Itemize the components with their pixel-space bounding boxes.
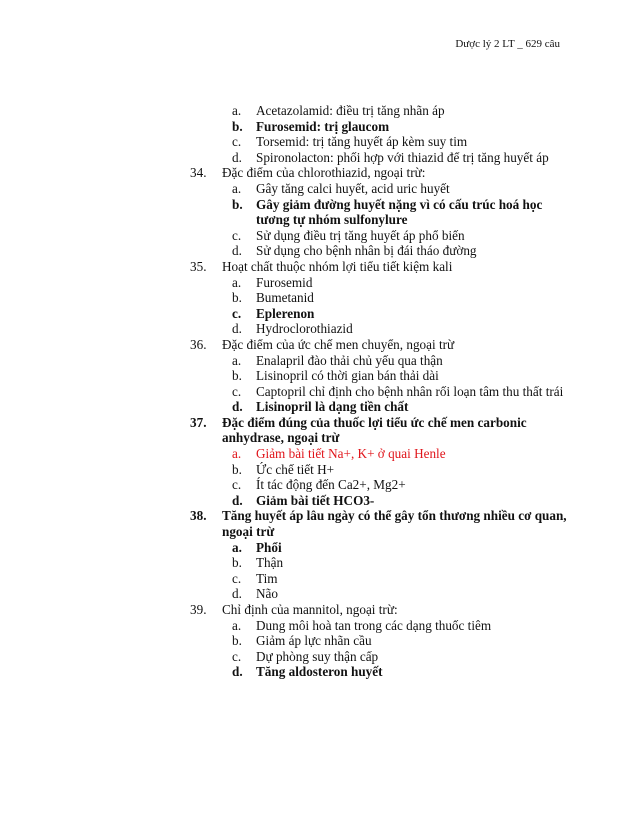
option-letter: d. — [232, 492, 243, 508]
question-block — [190, 337, 570, 415]
question-stem — [190, 508, 570, 539]
option-text: Spironolacton: phối hợp với thiazid để trị tăng huyết áp — [256, 149, 549, 165]
answer-option — [190, 633, 570, 649]
question-text: Đặc điểm của ức chế men chuyển, ngoại trừ — [222, 336, 455, 352]
question-stem — [190, 165, 570, 181]
answer-option — [190, 540, 570, 556]
option-text: Furosemid: trị glaucom — [256, 118, 390, 134]
question-text: Tăng huyết áp lâu ngày có thể gây tổn thương nhiều cơ quan, ngoại trừ — [222, 508, 567, 540]
answer-option — [190, 555, 570, 571]
answer-option — [190, 353, 570, 369]
option-letter: d. — [232, 243, 242, 259]
option-text: Acetazolamid: điều trị tăng nhãn áp — [256, 103, 445, 118]
answer-option — [190, 649, 570, 665]
option-text: Giảm bài tiết HCO3- — [256, 492, 375, 508]
option-letter: c. — [232, 570, 242, 586]
answer-option — [190, 134, 570, 150]
option-letter: a. — [232, 274, 242, 290]
option-letter: b. — [232, 633, 242, 649]
previous-question-options — [190, 103, 570, 165]
answer-option — [190, 571, 570, 587]
option-letter: c. — [232, 227, 242, 243]
option-letter: b. — [232, 118, 243, 134]
answer-option — [190, 197, 570, 228]
option-letter: d. — [232, 149, 242, 165]
answer-option — [190, 384, 570, 400]
option-text: Ít tác động đến Ca2+, Mg2+ — [256, 477, 406, 493]
question-stem — [190, 415, 570, 446]
option-letter: c. — [232, 134, 242, 150]
question-number: 36. — [190, 336, 207, 352]
question-stem — [190, 259, 570, 275]
option-text: Hydroclorothiazid — [256, 321, 353, 337]
answer-option — [190, 103, 570, 119]
option-text: Enalapril đào thải chủ yếu qua thận — [256, 352, 443, 368]
option-text: Captopril chỉ định cho bệnh nhân rối loạn tâm thu thất trái — [256, 383, 564, 399]
option-text: Dự phòng suy thận cấp — [256, 648, 379, 664]
option-letter: c. — [232, 648, 242, 664]
answer-option — [190, 446, 570, 462]
answer-option — [190, 181, 570, 197]
option-letter: a. — [232, 352, 242, 368]
question-block — [190, 165, 570, 259]
option-text: Tim — [256, 570, 278, 586]
option-text: Thận — [256, 555, 284, 571]
option-letter: d. — [232, 586, 242, 602]
question-text: Đặc điểm đúng của thuốc lợi tiểu ức chế men carbonic anhydrase, ngoại trừ — [222, 414, 527, 446]
option-text: Gây tăng calci huyết, acid uric huyết — [256, 180, 450, 196]
page-header: Dược lý 2 LT _ 629 câu — [455, 38, 560, 50]
option-text: Giảm áp lực nhãn cầu — [256, 633, 372, 649]
answer-option — [190, 462, 570, 478]
option-letter: c. — [232, 305, 242, 321]
question-number: 38. — [190, 508, 207, 524]
option-text: Torsemid: trị tăng huyết áp kèm suy tim — [256, 134, 468, 150]
option-text: Ức chế tiết H+ — [256, 461, 335, 477]
answer-option — [190, 306, 570, 322]
option-letter: b. — [232, 196, 243, 212]
option-letter: d. — [232, 321, 242, 337]
option-text: Dung môi hoà tan trong các dạng thuốc tiêm — [256, 617, 492, 633]
answer-option — [190, 399, 570, 415]
option-letter: c. — [232, 477, 242, 493]
option-letter: a. — [232, 446, 242, 462]
answer-option — [190, 493, 570, 509]
answer-option — [190, 618, 570, 634]
answer-option — [190, 586, 570, 602]
option-letter: c. — [232, 383, 242, 399]
question-text: Chỉ định của mannitol, ngoại trừ: — [222, 602, 398, 617]
option-text: Lisinopril có thời gian bán thải dài — [256, 368, 439, 384]
option-text: Sử dụng cho bệnh nhân bị đái tháo đường — [256, 243, 477, 259]
option-letter: b. — [232, 290, 242, 306]
answer-option — [190, 321, 570, 337]
question-number: 35. — [190, 258, 207, 274]
option-letter: b. — [232, 368, 242, 384]
question-list — [190, 165, 570, 680]
option-letter: a. — [232, 103, 242, 118]
option-text: Bumetanid — [256, 290, 314, 306]
answer-option — [190, 368, 570, 384]
option-letter: b. — [232, 461, 242, 477]
option-letter: b. — [232, 555, 242, 571]
option-text: Phổi — [256, 539, 282, 555]
option-text: Lisinopril là dạng tiền chất — [256, 399, 409, 415]
question-block — [190, 508, 570, 602]
answer-option — [190, 228, 570, 244]
question-number: 39. — [190, 602, 207, 617]
option-text: Não — [256, 586, 278, 602]
option-text: Eplerenon — [256, 305, 315, 321]
option-letter: a. — [232, 180, 242, 196]
question-stem — [190, 602, 570, 618]
question-number: 34. — [190, 165, 207, 181]
question-block — [190, 259, 570, 337]
option-text: Gây giảm đường huyết nặng vì có cấu trúc hoá học tương tự nhóm sulfonylure — [256, 196, 543, 228]
question-text: Hoạt chất thuộc nhóm lợi tiểu tiết kiệm kali — [222, 258, 453, 274]
answer-option — [190, 290, 570, 306]
answer-option — [190, 477, 570, 493]
answer-option — [190, 275, 570, 291]
question-block — [190, 415, 570, 509]
answer-option — [190, 243, 570, 259]
option-text: Furosemid — [256, 274, 313, 290]
question-block — [190, 602, 570, 680]
option-text: Sử dụng điều trị tăng huyết áp phổ biến — [256, 227, 465, 243]
answer-option — [190, 664, 570, 680]
answer-option — [190, 119, 570, 135]
option-text: Tăng aldosteron huyết — [256, 664, 383, 680]
option-letter: d. — [232, 399, 243, 415]
option-text: Giảm bài tiết Na+, K+ ở quai Henle — [256, 446, 446, 462]
document-body — [190, 103, 570, 680]
question-text: Đặc điểm của chlorothiazid, ngoại trừ: — [222, 165, 426, 181]
question-number: 37. — [190, 414, 207, 430]
option-letter: a. — [232, 617, 242, 633]
option-letter: d. — [232, 664, 243, 680]
answer-option — [190, 150, 570, 166]
option-letter: a. — [232, 539, 242, 555]
question-stem — [190, 337, 570, 353]
